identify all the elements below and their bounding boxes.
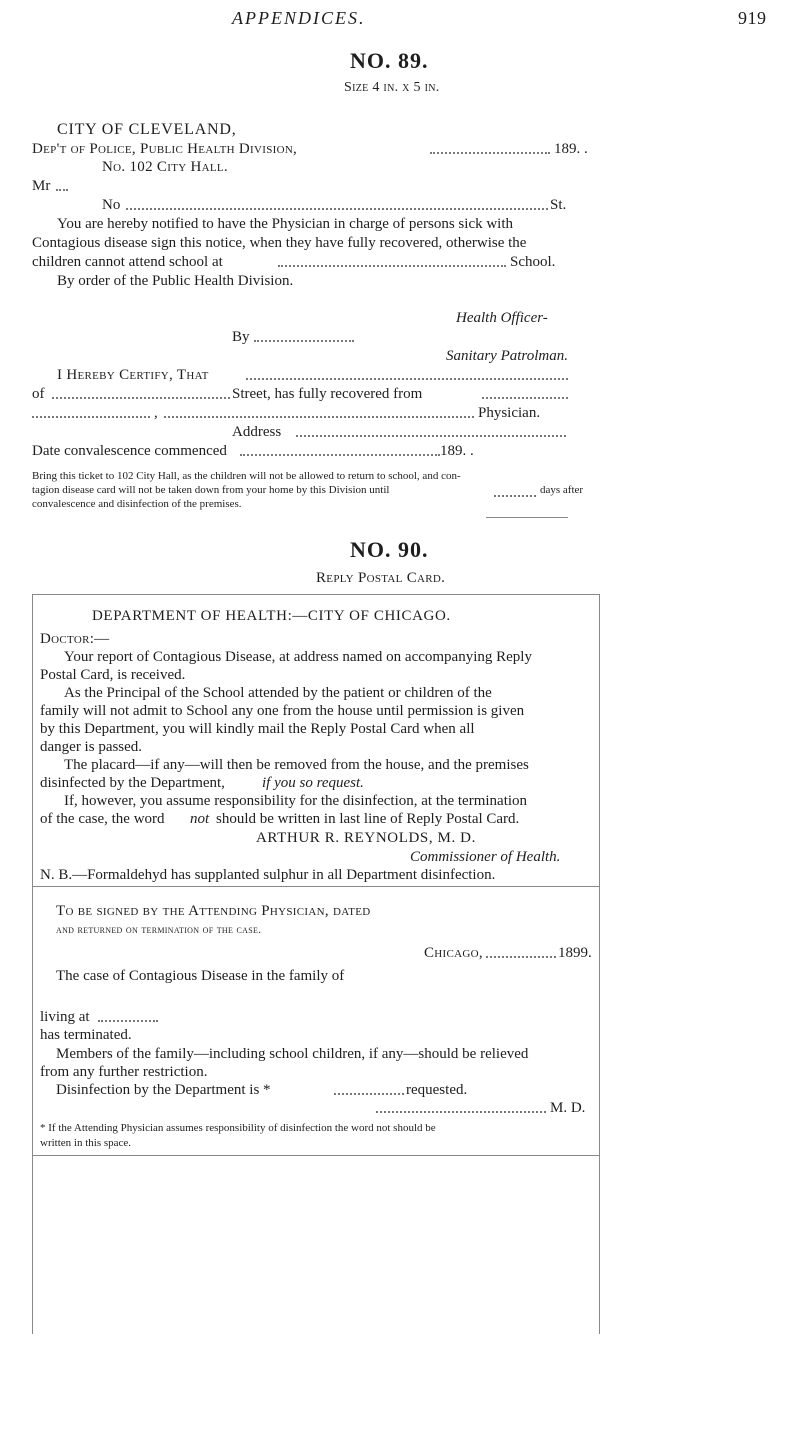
p4-line-1: If, however, you assume responsibility for the disinfection, at the termination [64, 793, 528, 809]
p3-line-2a: disinfected by the Department, [40, 775, 225, 791]
card-left-rule [32, 594, 33, 1334]
by-blank [254, 340, 354, 342]
form-89-city: CITY OF CLEVELAND, [57, 121, 237, 138]
date-blank [430, 152, 550, 154]
p4-line-2c: should be written in last line of Reply Postal Card. [216, 811, 520, 827]
st-label: St. [550, 197, 567, 213]
school-blank [278, 265, 506, 267]
footnote-line-1: Bring this ticket to 102 City Hall, as the children will not be allowed to return to school, and con- [32, 470, 461, 482]
living-at-label: living at [40, 1009, 90, 1025]
card-middle-rule [32, 886, 600, 887]
living-at-blank [98, 1020, 158, 1022]
notice-line-3: children cannot attend school at [32, 254, 223, 270]
form-90-number: NO. 90. [350, 537, 429, 562]
form-90-subtitle: Reply Postal Card. [316, 570, 446, 586]
certify-line: I Hereby Certify, That [57, 367, 209, 383]
signature-name: ARTHUR R. REYNOLDS, M. D. [256, 830, 476, 846]
case-line: The case of Contagious Disease in the family of [56, 968, 345, 984]
terminated-line: has terminated. [40, 1027, 132, 1043]
reply-instruction-2: and returned on termination of the case. [56, 922, 262, 936]
p1-line-2: Postal Card, is received. [40, 667, 186, 683]
disinfection-blank [334, 1093, 404, 1095]
of-blank [52, 397, 230, 399]
physician-blank [164, 416, 474, 418]
certify-blank [246, 378, 568, 380]
of-label: of [32, 386, 45, 402]
form-89-bottom-rule [486, 517, 568, 518]
card-bottom-rule [32, 1155, 600, 1156]
date-conv-year: 189. . [440, 443, 474, 459]
mr-blank [56, 189, 68, 191]
form-89-dept: Dep't of Police, Public Health Division, [32, 141, 298, 157]
p2-line-2: family will not admit to School any one from the house until permission is given [40, 703, 525, 719]
form-89-number: NO. 89. [350, 48, 429, 73]
no-blank [126, 208, 548, 210]
md-label: M. D. [550, 1100, 586, 1116]
p4-line-2b: not [190, 811, 210, 827]
recovered-blank [482, 397, 568, 399]
p3-line-1: The placard—if any—will then be removed from the house, and the premises [64, 757, 529, 773]
p4-line-2a: of the case, the word [40, 811, 165, 827]
footnote-days-blank [494, 495, 536, 497]
health-officer-label: Health Officer- [456, 310, 548, 326]
notice-line-2: Contagious disease sign this notice, when they have fully recovered, otherwise the [32, 235, 527, 251]
reply-instruction-1: To be signed by the Attending Physician, dated [56, 903, 371, 919]
date-conv-label: Date convalescence commenced [32, 443, 227, 459]
card-top-rule [32, 594, 600, 595]
p2-line-4: danger is passed. [40, 739, 143, 755]
street-line: Street, has fully recovered from [232, 386, 423, 402]
form-89-year: 189. . [554, 141, 588, 157]
notice-line-1: You are hereby notified to have the Physician in charge of persons sick with [57, 216, 514, 232]
p1-line-1: Your report of Contagious Disease, at address named on accompanying Reply [64, 649, 532, 665]
star-note-line-1: * If the Attending Physician assumes responsibility of disinfection the word not should be [40, 1122, 436, 1134]
running-title: APPENDICES. [232, 8, 366, 28]
comma: , [154, 405, 158, 421]
physician-label: Physician. [478, 405, 541, 421]
p3-line-2b: if you so request. [262, 775, 364, 791]
address-blank [296, 435, 566, 437]
chicago-date-blank [486, 956, 556, 958]
members-line-1: Members of the family—including school children, if any—should be relieved [56, 1046, 529, 1062]
card-right-rule [599, 594, 600, 1334]
reply-year: 1899. [558, 945, 592, 961]
requested-label: requested. [406, 1082, 468, 1098]
form-90-dept: DEPARTMENT OF HEALTH:—CITY OF CHICAGO. [92, 608, 451, 624]
chicago-label: Chicago, [424, 945, 483, 961]
no-label: No [102, 197, 121, 213]
form-89-size: Size 4 in. x 5 in. [344, 80, 440, 95]
signature-title: Commissioner of Health. [410, 849, 561, 865]
by-label: By [232, 329, 250, 345]
footnote-line-2a: tagion disease card will not be taken down from your home by this Division until [32, 484, 390, 496]
members-line-2: from any further restriction. [40, 1064, 208, 1080]
p2-line-3: by this Department, you will kindly mail the Reply Postal Card when all [40, 721, 475, 737]
sanitary-label: Sanitary Patrolman. [446, 348, 568, 364]
form-89-address: No. 102 City Hall. [102, 159, 228, 175]
star-note-line-2: written in this space. [40, 1137, 132, 1149]
page-number: 919 [738, 8, 767, 28]
school-label: School. [510, 254, 556, 270]
order-line: By order of the Public Health Division. [57, 273, 294, 289]
nb-note: N. B.—Formaldehyd has supplanted sulphur in all Department disinfection. [40, 867, 496, 883]
disease-blank [32, 416, 150, 418]
footnote-line-2b: days after [540, 484, 584, 496]
date-conv-blank [240, 454, 440, 456]
address-label: Address [232, 424, 282, 440]
p2-line-1: As the Principal of the School attended by the patient or children of the [64, 685, 492, 701]
mr-label: Mr [32, 178, 51, 194]
doctor-salutation: Doctor:— [40, 631, 110, 647]
footnote-line-3: convalescence and disinfection of the premises. [32, 498, 242, 510]
md-signature-blank [376, 1111, 546, 1113]
disinfection-line: Disinfection by the Department is * [56, 1082, 271, 1098]
